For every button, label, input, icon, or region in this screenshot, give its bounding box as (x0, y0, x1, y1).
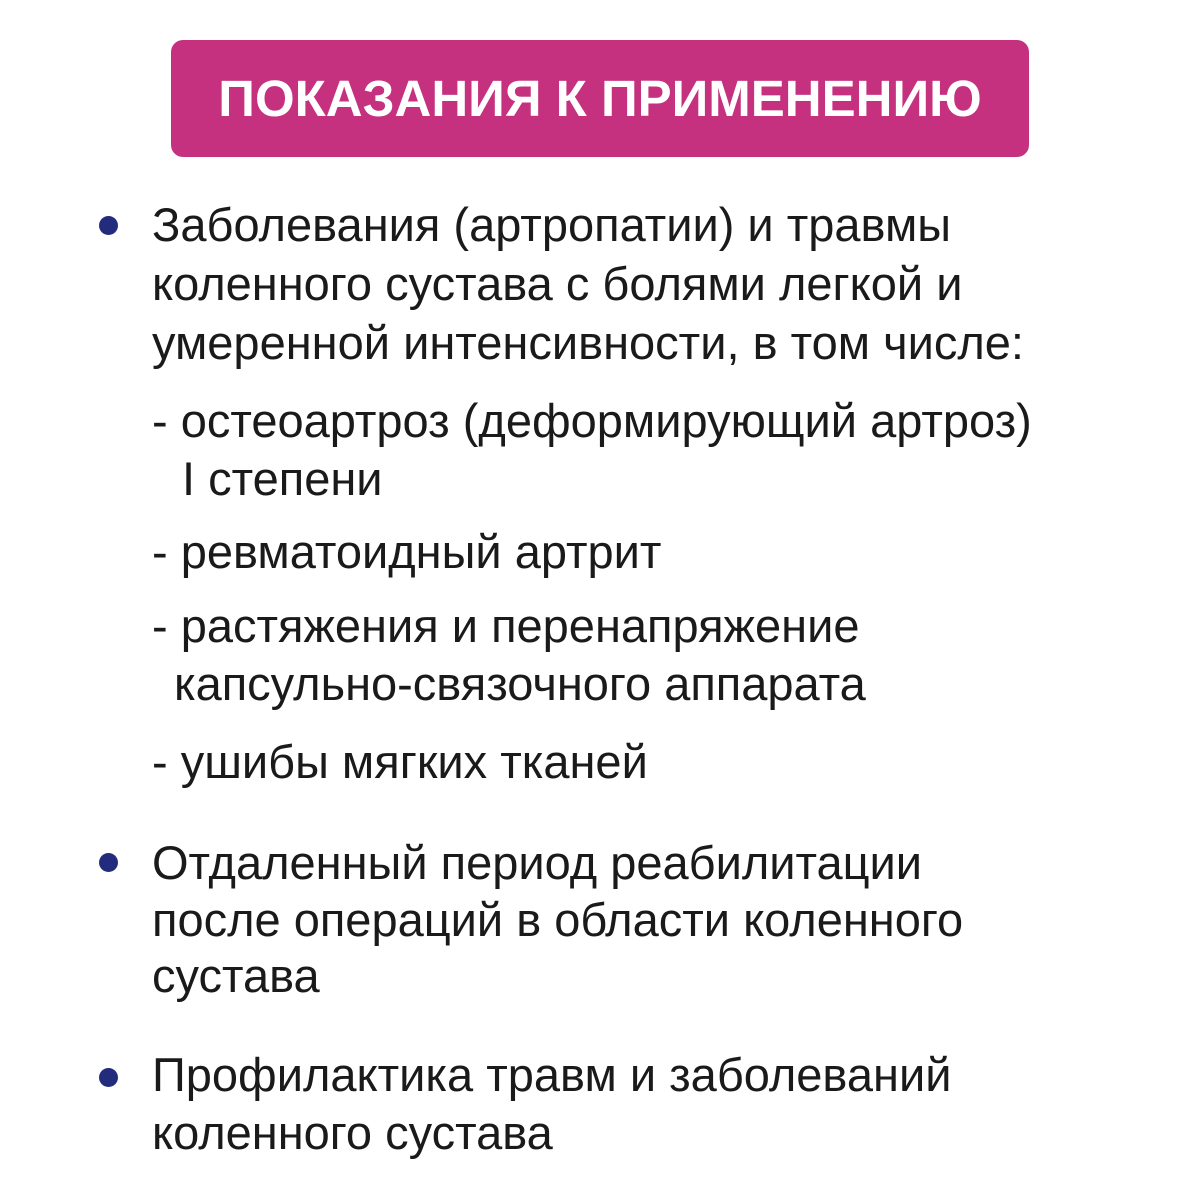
subitem-4-line-1: - ушибы мягких тканей (152, 735, 648, 788)
item-1-line-2: коленного сустава с болями легкой и (152, 257, 963, 310)
subitem-1-line-2: I степени (182, 452, 383, 505)
subitem-3-line-2: капсульно-связочного аппарата (174, 657, 866, 710)
header-title: ПОКАЗАНИЯ К ПРИМЕНЕНИЮ (218, 70, 982, 127)
subitem-1-line-1: - остеоартроз (деформирующий артроз) (152, 394, 1032, 447)
subitem-3-line-1: - растяжения и перенапряжение (152, 599, 860, 652)
item-3-line-2: коленного сустава (152, 1106, 553, 1159)
item-1-line-3: умеренной интенсивности, в том числе: (152, 316, 1024, 369)
subitem-2-line-1: - ревматоидный артрит (152, 525, 662, 578)
item-3-line-1: Профилактика травм и заболеваний (152, 1048, 952, 1101)
section-header (171, 40, 1029, 157)
item-2-line-2: после операций в области коленного (152, 893, 964, 946)
item-2-line-1: Отдаленный период реабилитации (152, 836, 923, 889)
bullet-icon (99, 216, 118, 235)
bullet-icon (99, 853, 118, 872)
item-2-line-3: сустава (152, 949, 320, 1002)
item-1-line-1: Заболевания (артропатии) и травмы (152, 198, 952, 251)
bullet-icon (99, 1068, 118, 1087)
